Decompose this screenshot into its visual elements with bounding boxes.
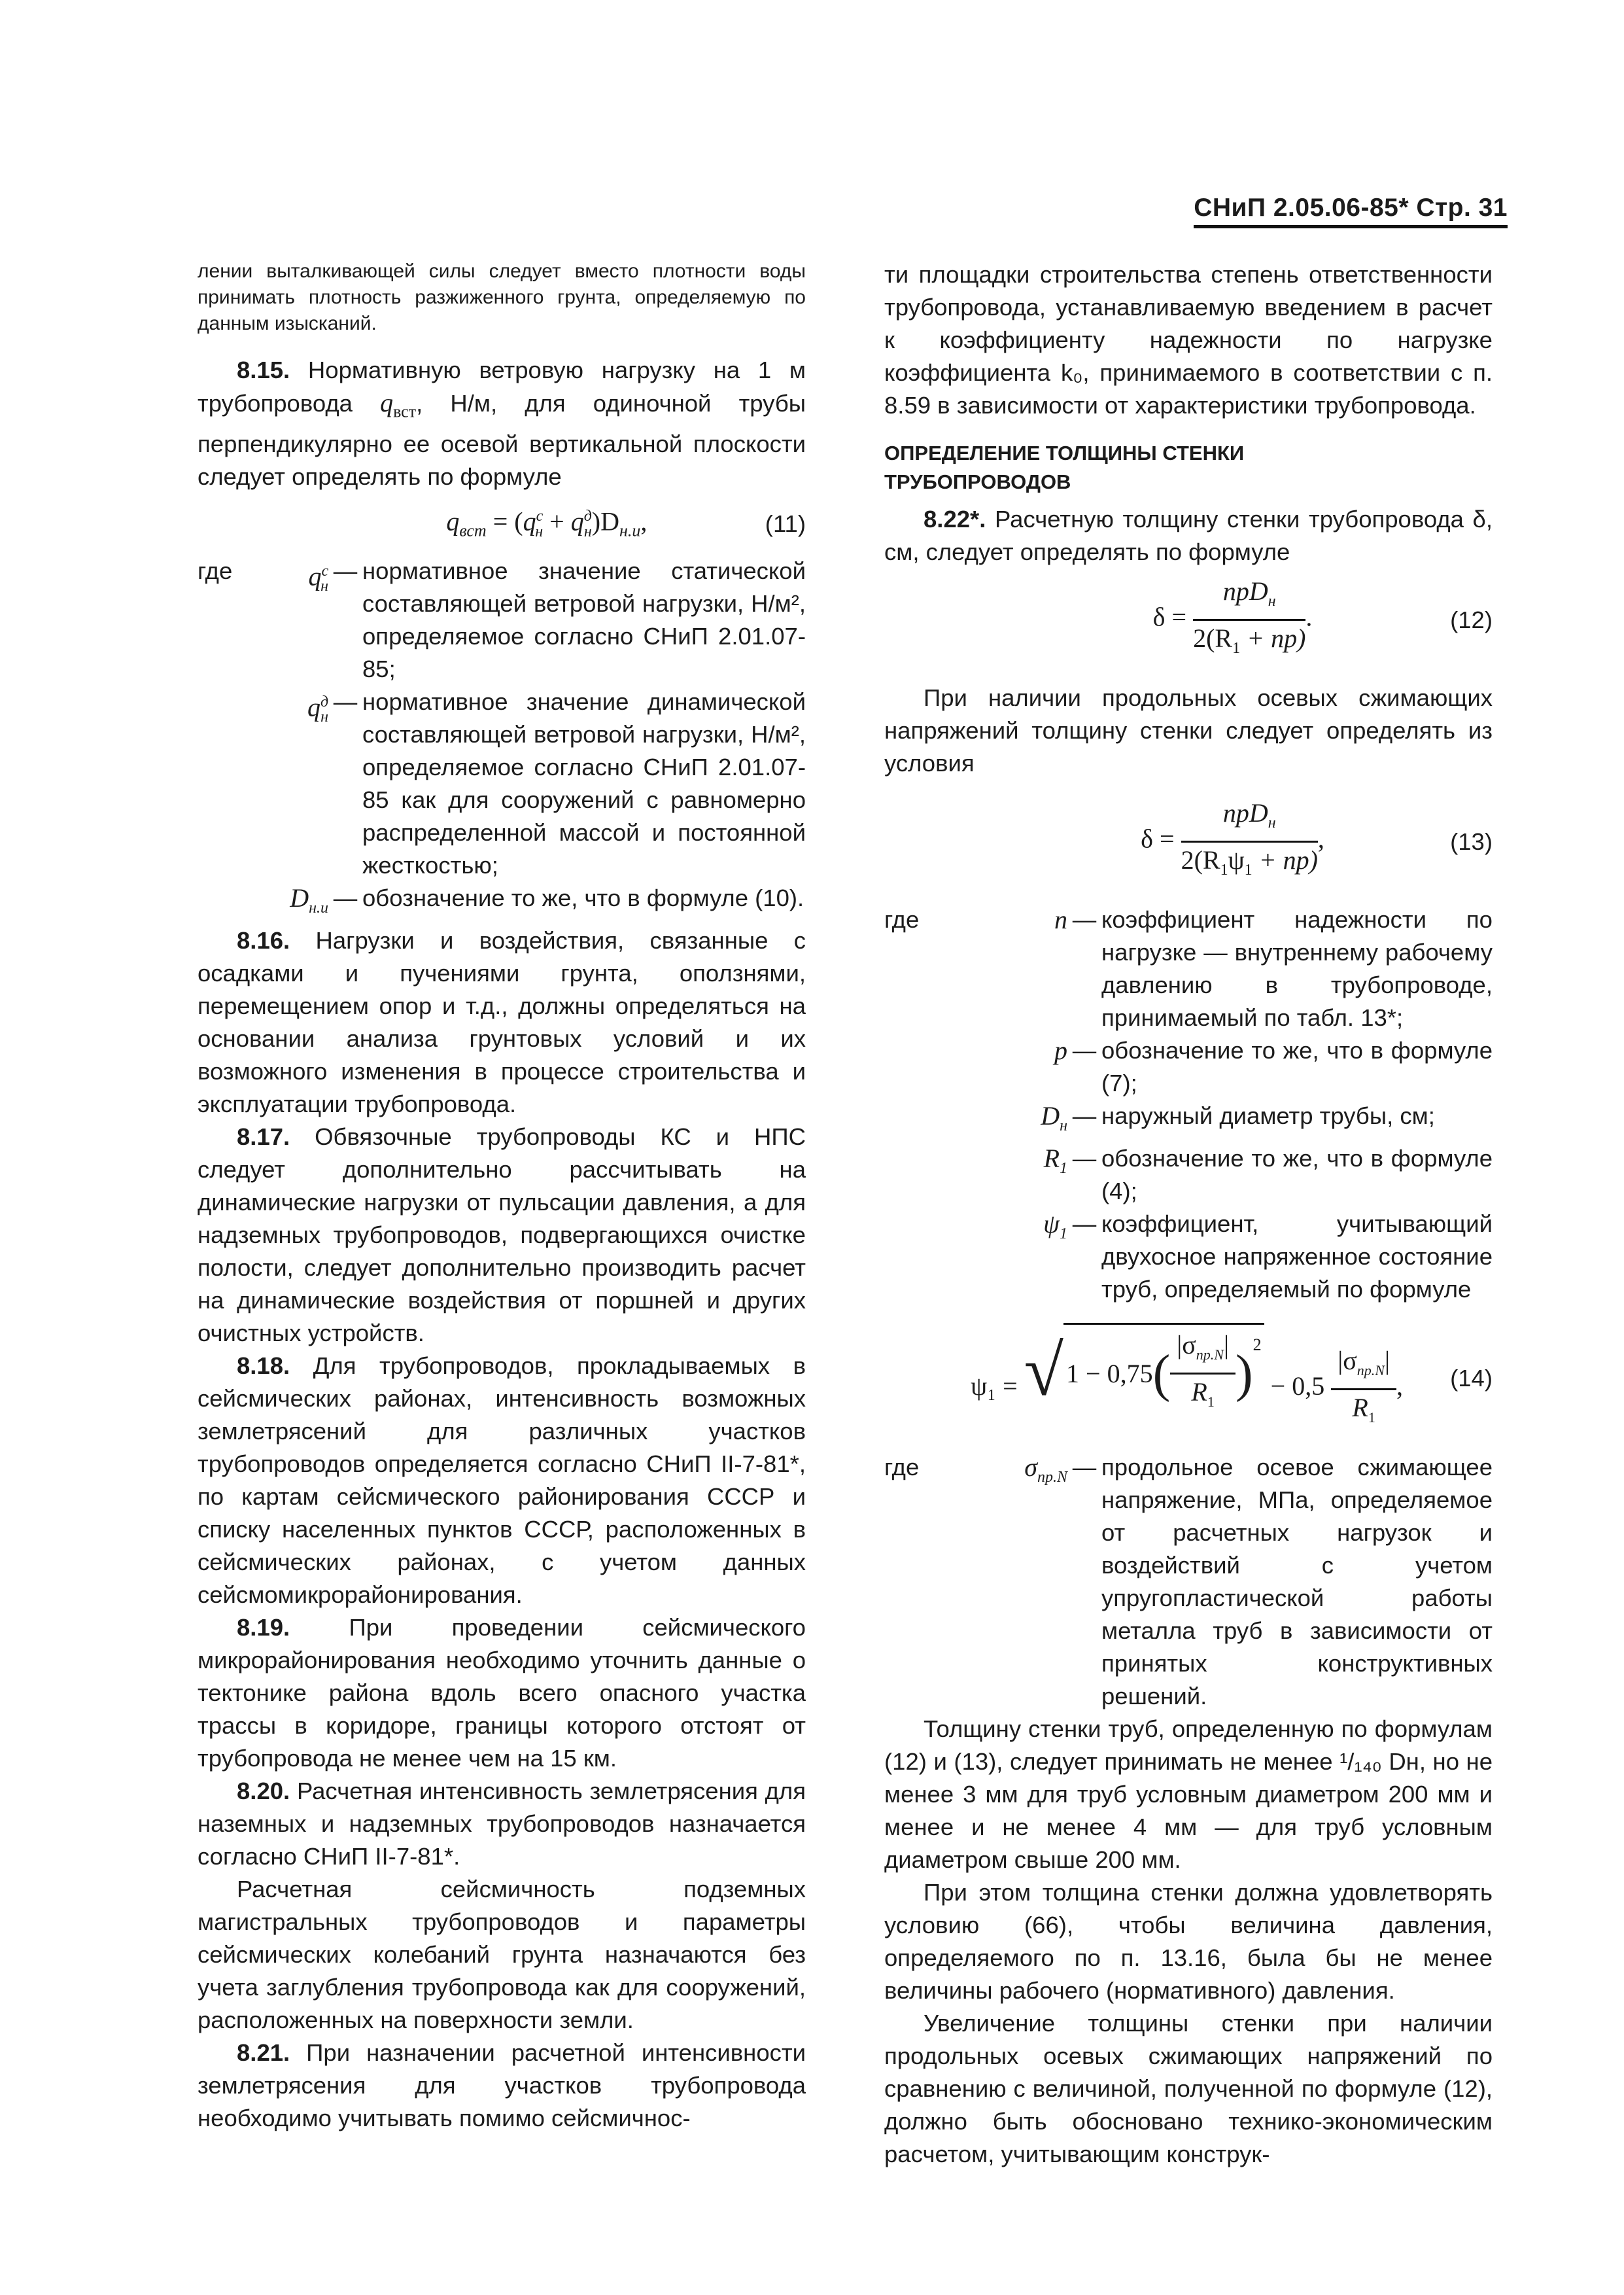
formula-number: (11): [765, 510, 806, 537]
formula-13: δ = $\frac{npD_н}{2(R_1\psi_1 + np)}$ , (13): [1141, 798, 1493, 879]
paragraph-increase: Увеличение толщины стенки при наличии продольных осевых сжимающих напряжений по сравнению с величиной, полученной по формуле (12), должно быть обосновано технико-экономическим расчетом, учитывающим конструк-: [884, 2010, 1493, 2167]
formula-11: $q_{вст} = (q^с_н + q^д_н)D_{н.и}$, (11): [446, 506, 806, 540]
definition-item: где $q^с_н$ — нормативное значение статической составляющей ветровой нагрузки, Н/м², определяемое согласно СНиП 2.01.07-85;: [198, 557, 806, 682]
square-root: √ 1 − 0,75 ( $\frac{|\sigma_{пр.N}|}{R_1}$ ) $^2$: [1024, 1323, 1264, 1418]
right-column: [884, 258, 1493, 2171]
symbol-sub: вст: [393, 402, 417, 421]
paragraph-compressive: При наличии продольных осевых сжимающих напряжений толщину стенки следует определять из условия: [884, 684, 1493, 777]
definition-item: $\psi_1$ — коэффициент, учитывающий двухосное напряженное состояние труб, определяемый по формуле: [1043, 1209, 1493, 1303]
left-column: [198, 258, 806, 2135]
running-head: СНиП 2.05.06-85* Стр. 31: [1194, 194, 1508, 228]
definition-item-sigma: где $\sigma_{пр.N}$ — продольное осевое сжимающее напряжение, МПа, определяемое от расчетных нагрузок и воздействий с учетом упругопластической работы металла труб в зависимости от принятых конструктивных решений.: [884, 1452, 1493, 1709]
paragraph-8-22: 8.22*. Расчетную толщину стенки трубопровода δ, см, следует определять по формуле: [884, 506, 1493, 565]
section-title: ОПРЕДЕЛЕНИЕ ТОЛЩИНЫ СТЕНКИ: [884, 442, 1245, 464]
formula-12: δ = $\frac{npD_н}{2(R_1 + np)}$ . (12): [1152, 576, 1493, 657]
definition-item: $D_{н.и}$ — обозначение то же, что в формуле (10).: [290, 883, 804, 917]
formula-14: ψ₁ = √ 1 − 0,75 ( $\frac{|\sigma_{пр.N}|}{R_1}$ ) $^2$ − 0,5 $\frac{|\sigma_{пр.N}|}{R_1}$ , (14): [884, 1323, 1493, 1434]
paragraph-text: , Н/м, для одиночной трубы перпендикулярно ее осевой вертикальной плоскости следует определять по формуле: [198, 390, 806, 491]
definition-item: где n — коэффициент надежности по нагрузке — внутреннему рабочему давлению в трубопроводе, принимаемый по табл. 13*;: [884, 905, 1493, 1031]
definitions-list: [198, 555, 806, 924]
section-title: ТРУБОПРОВОДОВ: [884, 470, 1071, 493]
paragraph-8-17: 8.17. Обвязочные трубопроводы КС и НПС следует дополнительно рассчитывать на динамические нагрузки от пульсации давления, а для надземных трубопроводов, подвергающихся очистке полости, следует дополнительно производить расчет на динамические воздействия от поршней и других очистных устройств.: [198, 1123, 806, 1346]
definition-item: $R_1$ — обозначение то же, что в формуле (4);: [1043, 1144, 1493, 1204]
definition-item: $D_н$ — наружный диаметр трубы, см;: [1041, 1101, 1435, 1134]
paragraph-condition: При этом толщина стенки должна удовлетворять условию (66), чтобы величина давления, определяемого по п. 13.16, была бы не менее величины рабочего (нормативного) давления.: [884, 1879, 1493, 2004]
symbol-q: q: [380, 388, 394, 417]
definition-item: $q^д_н$ — нормативное значение динамической составляющей ветровой нагрузки, Н/м², определяемое согласно СНиП 2.01.07-85 как для сооружений с равномерно распределенной массой и постоянной жесткостью;: [307, 688, 806, 879]
paragraph-text: Нормативную ветровую нагрузку на 1 м трубопровода: [198, 357, 806, 417]
definition-item: p — обозначение то же, что в формуле (7);: [1054, 1036, 1493, 1096]
paragraph-8-19: 8.19. При проведении сейсмического микрорайонирования необходимо уточнить данные о тектонике района вдоль всего опасного участка трассы в коридоре, границы которого отстоят от трубопровода не менее чем на 15 км.: [198, 1613, 806, 1772]
intro-paragraph: лении выталкивающей силы следует вместо плотности воды принимать плотность разжиженного грунта, определяемую по данным изысканий.: [198, 260, 806, 334]
paragraph-8-15: [198, 354, 806, 493]
paragraph-8-20-b: Расчетная сейсмичность подземных магистральных трубопроводов и параметры сейсмических колебаний грунта назначаются без учета заглубления трубопровода как для сооружений, расположенных на поверхности земли.: [198, 1875, 806, 2033]
continuation-paragraph: ти площадки строительства степень ответственности трубопровода, устанавливаемую введением в расчет к коэффициенту надежности по нагрузке коэффициента k₀, принимаемого в соответствии с п. 8.59 в зависимости от характеристики трубопровода.: [884, 261, 1493, 419]
clause-number: 8.15.: [237, 357, 290, 383]
definitions-list: [884, 903, 1493, 1306]
paragraph-8-21: 8.21. При назначении расчетной интенсивности землетрясения для участков трубопровода необходимо учитывать помимо сейсмичнос-: [198, 2039, 806, 2131]
paragraph-8-20: 8.20. Расчетная интенсивность землетрясения для наземных и надземных трубопроводов назначается согласно СНиП II-7-81*.: [198, 1777, 806, 1870]
paragraph-8-16: 8.16. Нагрузки и воздействия, связанные с осадками и пучениями грунта, оползнями, перемещением опор и т.д., должны определяться на основании анализа грунтовых условий и их возможного изменения в процессе строительства и эксплуатации трубопровода.: [198, 926, 806, 1117]
paragraph-8-18: 8.18. Для трубопроводов, прокладываемых в сейсмических районах, интенсивность возможных землетрясений для различных участков трубопроводов определяется согласно СНиП II-7-81*, по картам сейсмического районирования СССР и списку населенных пунктов СССР, расположенных в сейсмических районах, с учетом данных сейсмомикрорайонирования.: [198, 1352, 806, 1608]
paragraph-min-thickness: Толщину стенки труб, определенную по формулам (12) и (13), следует принимать не менее ¹/₁₄₀ Dн, но не менее 3 мм для труб условным диаметром 200 мм и менее и не менее 4 мм — для труб условным диаметром свыше 200 мм.: [884, 1715, 1493, 1873]
